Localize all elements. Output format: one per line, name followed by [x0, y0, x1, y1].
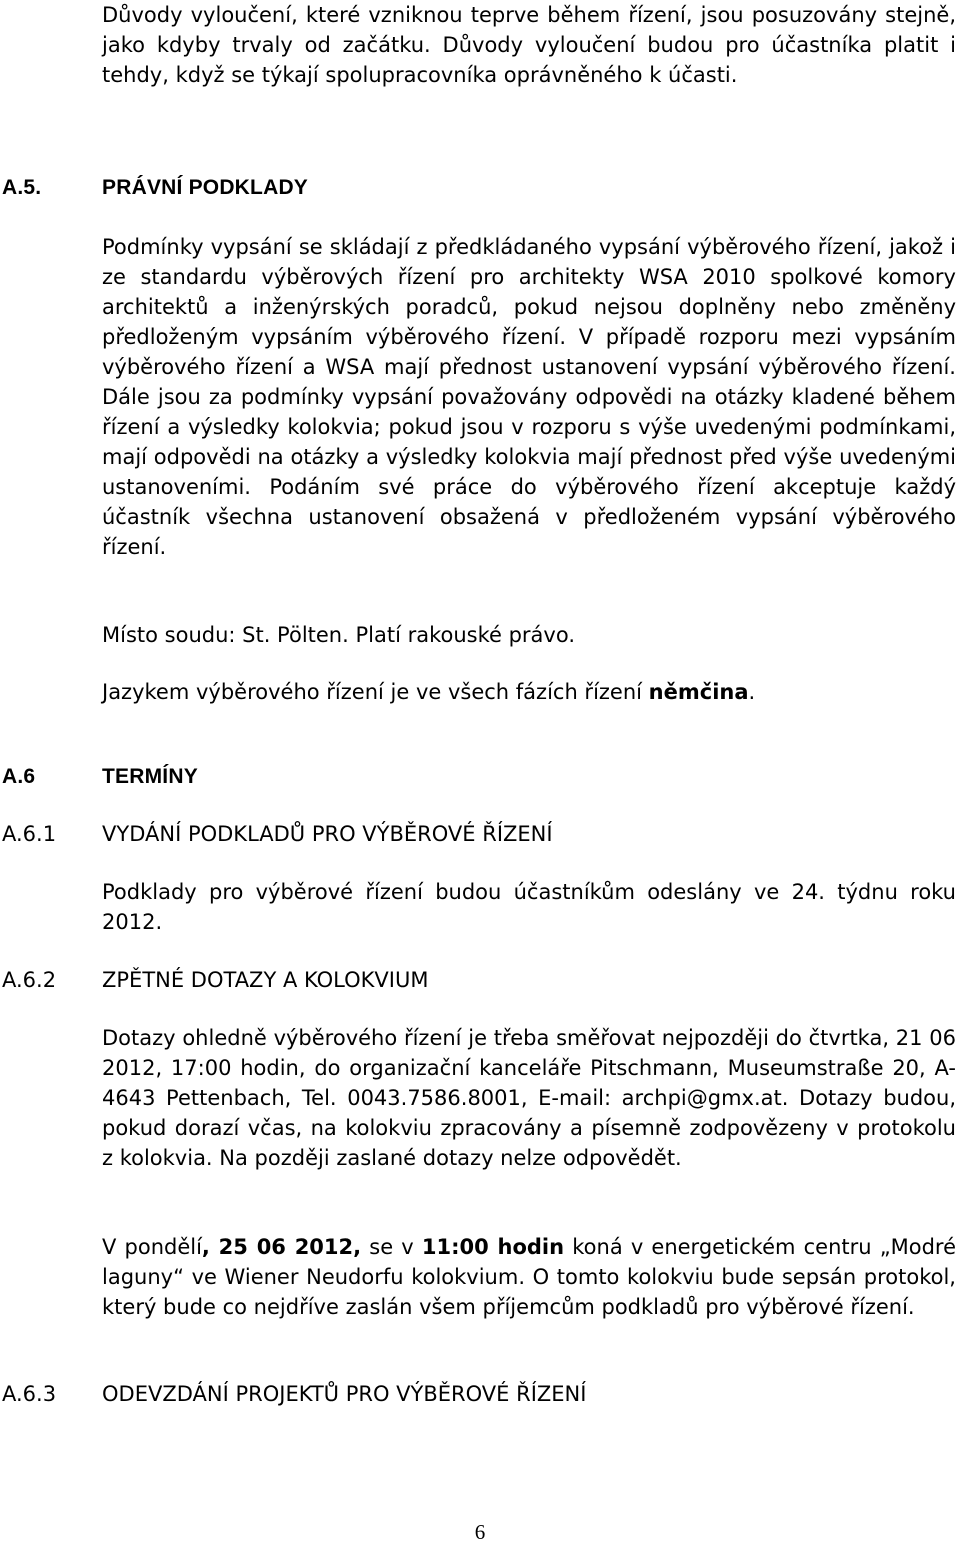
colloquium-day: V pondělí	[102, 1235, 202, 1259]
section-a5-title: PRÁVNÍ PODKLADY	[102, 176, 309, 199]
section-a61-title: VYDÁNÍ PODKLADŮ PRO VÝBĚROVÉ ŘÍZENÍ	[102, 822, 553, 846]
section-a5-number: A.5.	[2, 176, 42, 199]
section-a63-number: A.6.3	[2, 1382, 57, 1406]
section-a62-number: A.6.2	[2, 968, 57, 992]
language-sentence: Jazykem výběrového řízení je ve všech fázích řízení	[102, 680, 649, 704]
section-a5-paragraph-2: Místo soudu: St. Pölten. Platí rakouské právo.	[102, 623, 576, 647]
colloquium-time: 11:00 hodin	[421, 1235, 565, 1259]
language-period: .	[748, 680, 756, 704]
section-a61-number: A.6.1	[2, 822, 57, 846]
section-a62-title: ZPĚTNÉ DOTAZY A KOLOKVIUM	[102, 968, 429, 992]
section-a5-paragraph-1: Podmínky vypsání se skládají z předkládaného vypsání výběrového řízení, jakož i ze standardu výběrových řízení pro architekty WSA 2010 spolkové komory architektů a inženýrských poradců, pokud nejsou doplněny nebo změněny předloženým vypsáním výběrového řízení. V případě rozporu mezi vypsáním výběrového řízení a WSA mají přednost ustanovení vypsání výběrového řízení. Dále jsou za podmínky vypsání považovány odpovědi na otázky kladené během řízení a výsledky kolokvia; pokud jsou v rozporu s výše uvedenými podmínkami, mají odpovědi na otázky a výsledky kolokvia mají přednost před výše uvedenými ustanoveními. Podáním své práce do výběrového řízení akceptuje každý účastník všechna ustanovení obsažená v předloženém vypsání výběrového řízení.	[102, 235, 956, 559]
section-a6-title: TERMÍNY	[102, 765, 198, 788]
section-a6-number: A.6	[2, 765, 36, 788]
colloquium-date: , 25 06 2012,	[201, 1235, 362, 1259]
colloquium-connector: se v	[361, 1235, 422, 1259]
colloquium-details: koná v energetickém centru „Modré laguny“ ve Wiener Neudorfu kolokvium. O tomto kolokviu bude sepsán protokol, který bude co nejdříve zaslán všem příjemcům podkladů pro výběrové řízení.	[102, 1235, 956, 1319]
intro-paragraph: Důvody vyloučení, které vzniknou teprve během řízení, jsou posuzovány stejně, jako kdyby trvaly od začátku. Důvody vyloučení budou pro účastníka platit i tehdy, když se týkají spolupracovníka oprávněného k účasti.	[102, 3, 956, 87]
section-a63-title: ODEVZDÁNÍ PROJEKTŮ PRO VÝBĚROVÉ ŘÍZENÍ	[102, 1382, 587, 1406]
language-value: němčina	[648, 680, 749, 704]
section-a5-paragraph-3	[102, 677, 956, 707]
page-number: 6	[474, 1520, 486, 1544]
section-a61-paragraph: Podklady pro výběrové řízení budou účastníkům odeslány ve 24. týdnu roku 2012.	[102, 880, 956, 934]
section-a62-paragraph-2	[102, 1232, 956, 1322]
section-a62-paragraph-1: Dotazy ohledně výběrového řízení je třeba směřovat nejpozději do čtvrtka, 21 06 2012, 17:00 hodin, do organizační kanceláře Pitschmann, Museumstraße 20, A-4643 Pettenbach, Tel. 0043.7586.8001, E-mail: archpi@gmx.at. Dotazy budou, pokud dorazí včas, na kolokviu zpracovány a písemně zodpovězeny v protokolu z kolokvia. Na později zaslané dotazy nelze odpovědět.	[102, 1026, 956, 1170]
